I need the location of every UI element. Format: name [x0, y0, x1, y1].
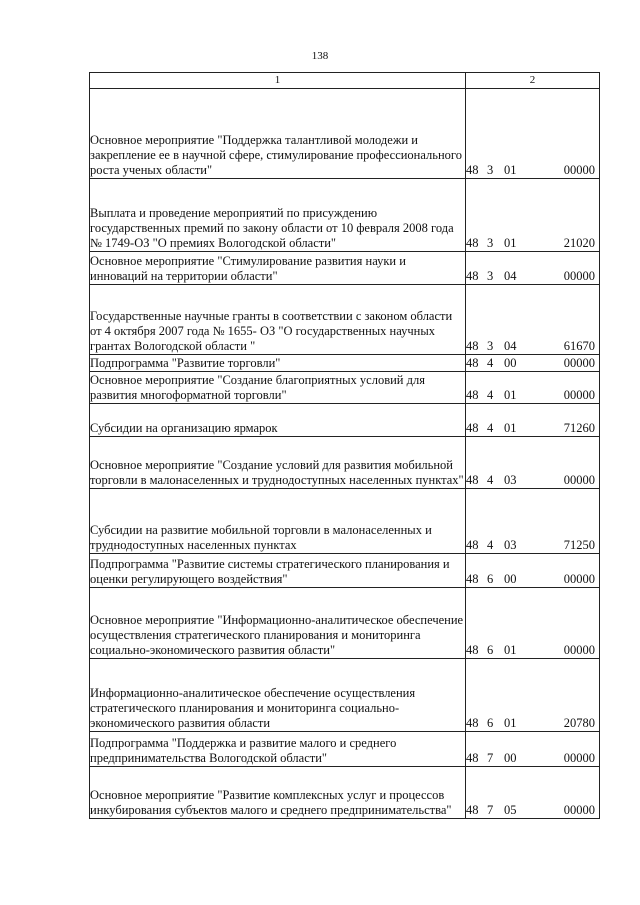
code-direction: 00000: [563, 643, 595, 657]
code-subprogram: 6: [487, 572, 494, 586]
row-code: [466, 404, 600, 437]
code-activity: 04: [504, 339, 517, 353]
code-chapter: 48: [466, 473, 479, 487]
row-description: Основное мероприятие "Информационно-аналитическое обеспечение осуществления стратегического планирования и мониторинга социально-экономического развития области": [90, 588, 466, 659]
table-row: [90, 437, 600, 489]
code-activity: 05: [504, 803, 517, 817]
table-row: [90, 659, 600, 732]
table-row: [90, 404, 600, 437]
code-direction: 20780: [563, 716, 595, 730]
table-row: [90, 732, 600, 767]
table-row: [90, 285, 600, 355]
code-chapter: 48: [466, 572, 479, 586]
code-chapter: 48: [466, 339, 479, 353]
code-chapter: 48: [466, 716, 479, 730]
code-subprogram: 7: [487, 803, 494, 817]
code-activity: 03: [504, 473, 517, 487]
code-direction: 00000: [563, 269, 595, 283]
code-activity: 01: [504, 388, 517, 402]
row-code: [466, 489, 600, 554]
code-subprogram: 3: [487, 339, 494, 353]
table-row: [90, 489, 600, 554]
code-chapter: 48: [466, 388, 479, 402]
row-description: Государственные научные гранты в соответствии с законом области от 4 октября 2007 года № 1655- ОЗ "О государственных научных грантах Вологодской области ": [90, 285, 466, 355]
row-code: [466, 355, 600, 372]
table-row: [90, 372, 600, 404]
code-subprogram: 3: [487, 269, 494, 283]
row-code: [466, 588, 600, 659]
row-description: Основное мероприятие "Создание условий для развития мобильной торговли в малонаселенных и труднодоступных населенных пунктах": [90, 437, 466, 489]
code-chapter: 48: [466, 421, 479, 435]
code-direction: 71260: [563, 421, 595, 435]
code-subprogram: 4: [487, 388, 494, 402]
table-row: [90, 588, 600, 659]
row-description: Субсидии на организацию ярмарок: [90, 404, 466, 437]
code-subprogram: 6: [487, 643, 494, 657]
row-description: Подпрограмма "Развитие системы стратегического планирования и оценки регулирующего воздействия": [90, 554, 466, 588]
row-description: Основное мероприятие "Создание благоприятных условий для развития многоформатной торговли": [90, 372, 466, 404]
code-activity: 03: [504, 538, 517, 552]
row-code: [466, 437, 600, 489]
table-header-row: [90, 73, 600, 89]
code-direction: 00000: [563, 751, 595, 765]
code-subprogram: 4: [487, 473, 494, 487]
table-row: [90, 355, 600, 372]
code-subprogram: 4: [487, 538, 494, 552]
code-chapter: 48: [466, 356, 479, 370]
row-description: Подпрограмма "Развитие торговли": [90, 355, 466, 372]
row-description: Подпрограмма "Поддержка и развитие малого и среднего предпринимательства Вологодской области": [90, 732, 466, 767]
code-direction: 61670: [563, 339, 595, 353]
row-description: Выплата и проведение мероприятий по присуждению государственных премий по закону области от 10 февраля 2008 года № 1749-ОЗ "О премиях Вологодской области": [90, 179, 466, 252]
row-code: [466, 285, 600, 355]
code-chapter: 48: [466, 163, 479, 177]
budget-classification-table: [89, 72, 600, 819]
header-col-2: 2: [466, 73, 600, 89]
row-code: [466, 89, 600, 179]
code-activity: 00: [504, 572, 517, 586]
code-activity: 01: [504, 421, 517, 435]
code-activity: 00: [504, 751, 517, 765]
code-subprogram: 3: [487, 163, 494, 177]
header-col-1: 1: [90, 73, 466, 89]
row-code: [466, 252, 600, 285]
code-activity: 01: [504, 643, 517, 657]
row-description: Информационно-аналитическое обеспечение осуществления стратегического планирования и мониторинга социально-экономического развития области: [90, 659, 466, 732]
row-code: [466, 732, 600, 767]
table-row: [90, 767, 600, 819]
code-direction: 00000: [563, 388, 595, 402]
code-chapter: 48: [466, 803, 479, 817]
code-chapter: 48: [466, 269, 479, 283]
table-row: [90, 89, 600, 179]
code-subprogram: 7: [487, 751, 494, 765]
row-description: Основное мероприятие "Поддержка талантливой молодежи и закрепление ее в научной сфере, стимулирование профессионального роста ученых области": [90, 89, 466, 179]
code-subprogram: 4: [487, 421, 494, 435]
row-description: Субсидии на развитие мобильной торговли в малонаселенных и труднодоступных населенных пунктах: [90, 489, 466, 554]
code-subprogram: 4: [487, 356, 494, 370]
code-chapter: 48: [466, 643, 479, 657]
code-direction: 00000: [563, 473, 595, 487]
code-activity: 04: [504, 269, 517, 283]
row-code: [466, 659, 600, 732]
code-chapter: 48: [466, 751, 479, 765]
code-chapter: 48: [466, 236, 479, 250]
code-chapter: 48: [466, 538, 479, 552]
table-row: [90, 179, 600, 252]
table-row: [90, 554, 600, 588]
row-code: [466, 372, 600, 404]
code-activity: 01: [504, 716, 517, 730]
code-direction: 21020: [563, 236, 595, 250]
code-subprogram: 6: [487, 716, 494, 730]
code-activity: 01: [504, 236, 517, 250]
code-activity: 01: [504, 163, 517, 177]
table-row: [90, 252, 600, 285]
code-direction: 00000: [563, 356, 595, 370]
page-number: 138: [311, 50, 329, 62]
code-direction: 71250: [563, 538, 595, 552]
code-direction: 00000: [563, 572, 595, 586]
row-code: [466, 767, 600, 819]
row-description: Основное мероприятие "Развитие комплексных услуг и процессов инкубирования субъектов малого и среднего предпринимательства": [90, 767, 466, 819]
row-description: Основное мероприятие "Стимулирование развития науки и инноваций на территории области": [90, 252, 466, 285]
code-direction: 00000: [563, 803, 595, 817]
code-direction: 00000: [563, 163, 595, 177]
row-code: [466, 179, 600, 252]
row-code: [466, 554, 600, 588]
code-activity: 00: [504, 356, 517, 370]
code-subprogram: 3: [487, 236, 494, 250]
